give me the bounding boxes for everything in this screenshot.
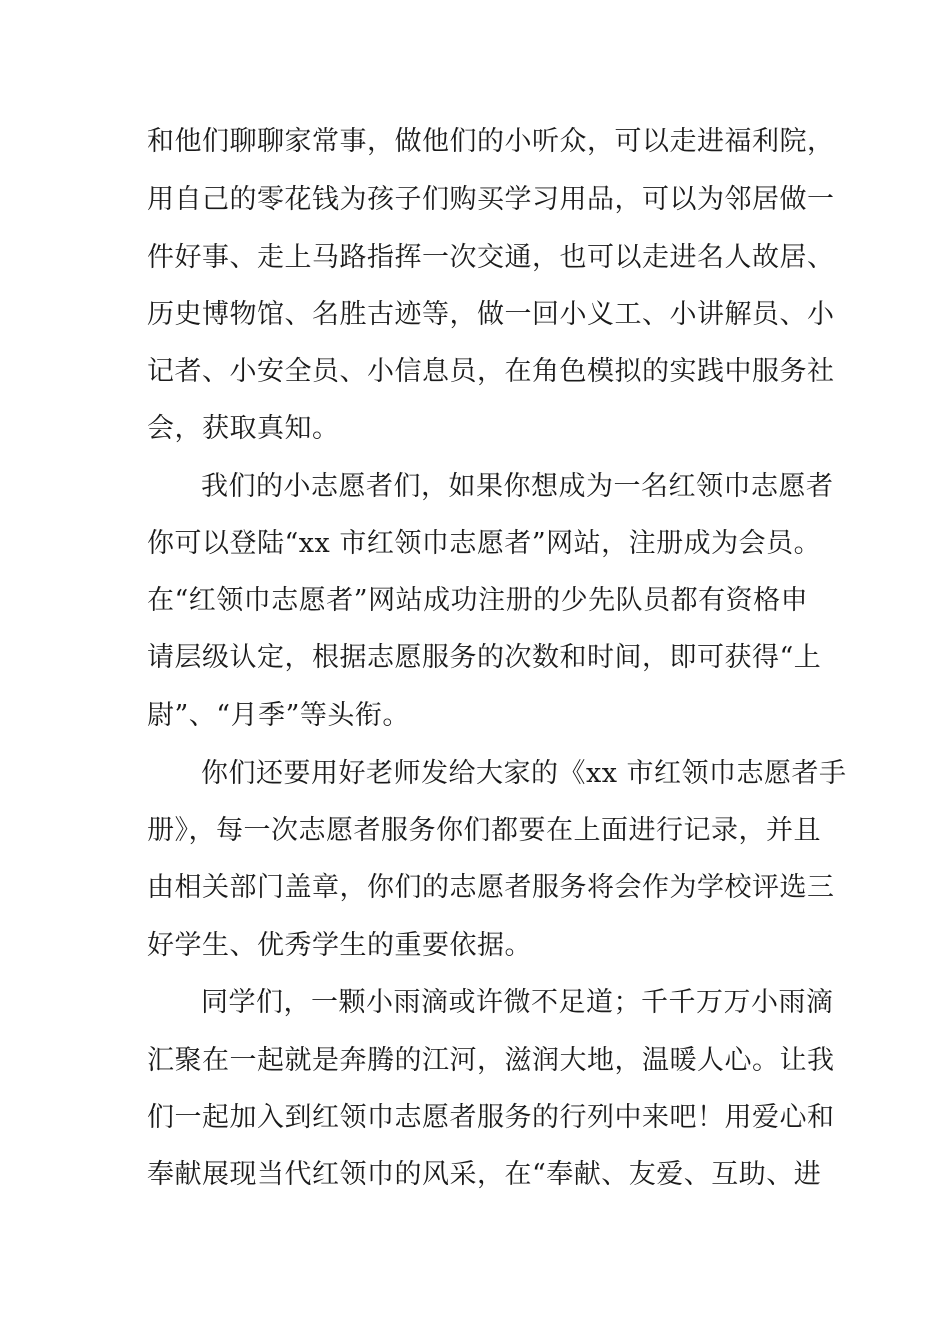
paragraph-start-line: 你们还要用好老师发给大家的《xx 市红领巾志愿者手 xyxy=(201,758,847,789)
paragraph-start-line: 我们的小志愿者们，如果你想成为一名红领巾志愿者 xyxy=(201,471,834,502)
paragraph-start-line: 同学们，一颗小雨滴或许微不足道；千千万万小雨滴 xyxy=(201,987,834,1018)
text-line: 在“红领巾志愿者”网站成功注册的少先队员都有资格申 xyxy=(147,585,809,616)
text-line: 用自己的零花钱为孩子们购买学习用品，可以为邻居做一 xyxy=(147,184,835,215)
text-line: 记者、小安全员、小信息员，在角色模拟的实践中服务社 xyxy=(147,356,835,387)
text-line: 件好事、走上马路指挥一次交通，也可以走进名人故居、 xyxy=(147,242,835,273)
text-line: 会，获取真知。 xyxy=(147,413,340,444)
text-line: 由相关部门盖章，你们的志愿者服务将会作为学校评选三 xyxy=(147,872,835,903)
text-line: 你可以登陆“xx 市红领巾志愿者”网站，注册成为会员。 xyxy=(147,528,822,559)
text-line: 们一起加入到红领巾志愿者服务的行列中来吧！用爱心和 xyxy=(147,1102,835,1133)
text-line: 历史博物馆、名胜古迹等，做一回小义工、小讲解员、小 xyxy=(147,299,835,330)
text-line: 汇聚在一起就是奔腾的江河，滋润大地，温暖人心。让我 xyxy=(147,1045,835,1076)
text-line: 和他们聊聊家常事，做他们的小听众，可以走进福利院， xyxy=(147,126,835,157)
text-line: 尉”、“月季”等头衔。 xyxy=(147,700,410,731)
text-line: 奉献展现当代红领巾的风采，在“奉献、友爱、互助、进 xyxy=(147,1159,822,1190)
text-line: 请层级认定，根据志愿服务的次数和时间，即可获得“上 xyxy=(147,642,822,673)
text-line: 好学生、优秀学生的重要依据。 xyxy=(147,930,532,961)
text-line: 册》，每一次志愿者服务你们都要在上面进行记录，并且 xyxy=(147,815,821,846)
